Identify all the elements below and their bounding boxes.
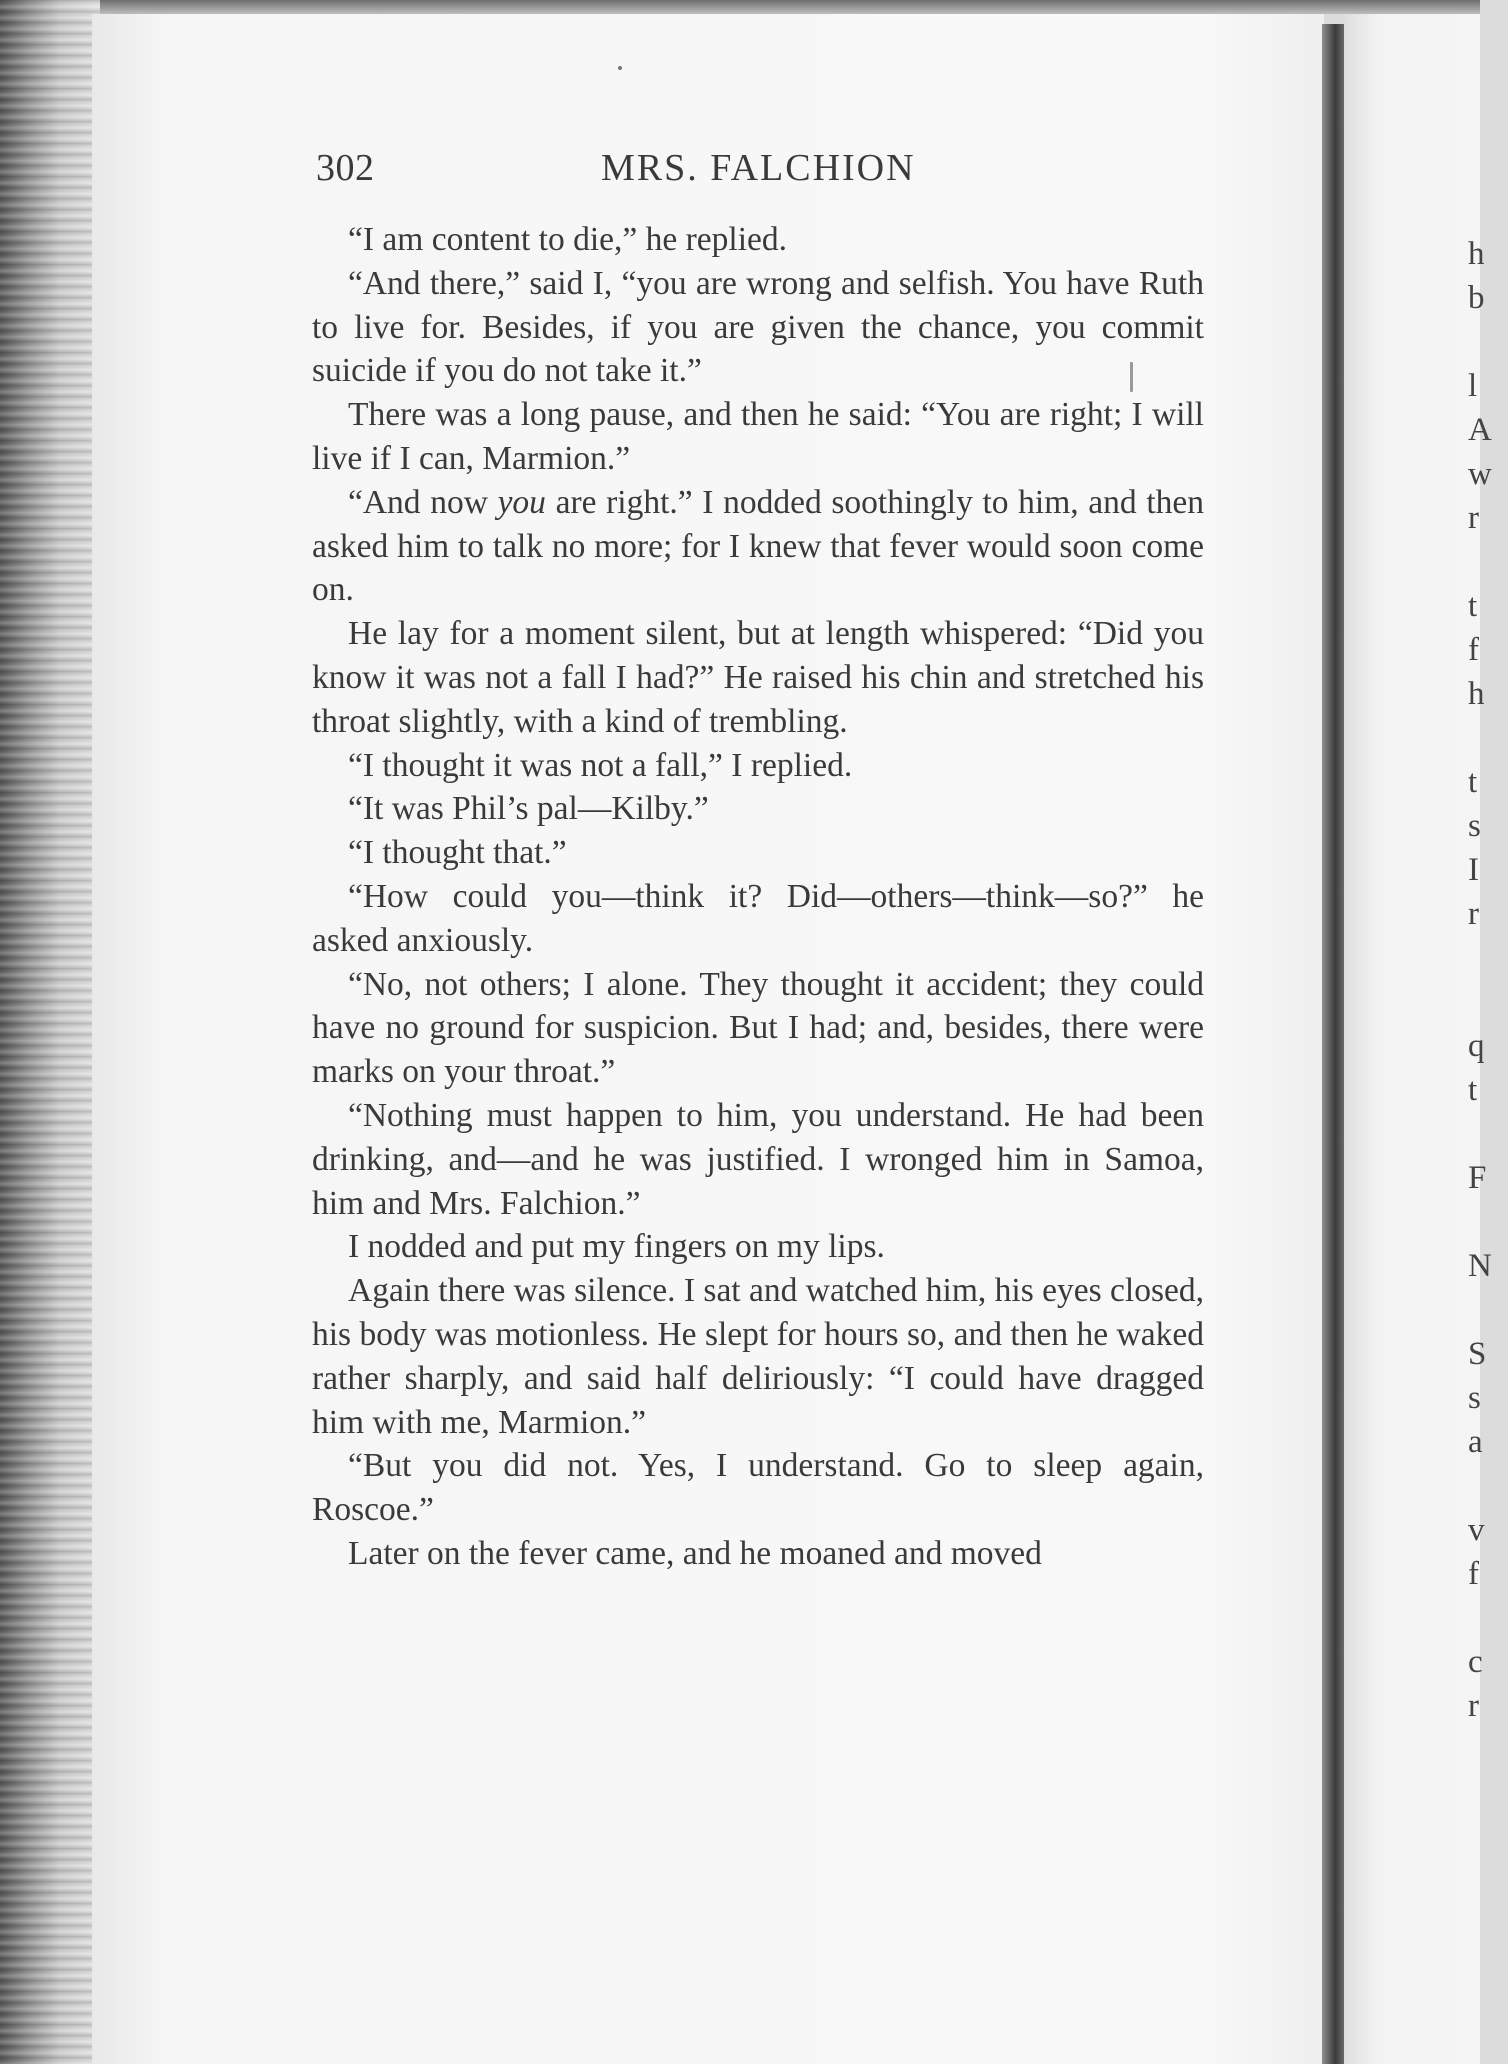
- paragraph: “But you did not. Yes, I understand. Go to sleep again, Roscoe.”: [312, 1447, 1204, 1529]
- facing-letter: r: [1468, 500, 1479, 536]
- facing-letter: I: [1468, 852, 1479, 888]
- facing-letter: l: [1468, 368, 1478, 404]
- paragraph: [312, 481, 1204, 612]
- facing-letter: A: [1468, 412, 1492, 448]
- page-number: 302: [316, 147, 375, 189]
- facing-letter: a: [1468, 1424, 1483, 1460]
- paragraph: “And there,” said I, “you are wrong and selfish. You have Ruth to live for. Besides, if you are given the chance, you commit suicide if you do not take it.”: [312, 264, 1204, 390]
- facing-letter: r: [1468, 896, 1479, 932]
- paragraph: Later on the fever came, and he moaned and moved: [348, 1534, 1042, 1572]
- facing-letter: q: [1468, 1028, 1485, 1064]
- paragraph: Again there was silence. I sat and watched him, his eyes closed, his body was motionless. He slept for hours so, and then he waked rather sharply, and said half deliriously: “I could have dragged him with me, Marmion.”: [312, 1272, 1204, 1441]
- facing-letter: h: [1468, 676, 1485, 712]
- facing-letter: w: [1468, 456, 1492, 492]
- facing-letter: t: [1468, 588, 1478, 624]
- facing-letter: f: [1468, 632, 1479, 668]
- emphasis: you: [497, 483, 546, 521]
- paragraph: There was a long pause, and then he said: “You are right; I will live if I can, Marmion.”: [312, 396, 1204, 477]
- facing-letter: t: [1468, 764, 1478, 800]
- paragraph: “How could you—think it? Did—others—think—so?” he asked anxiously.: [312, 877, 1204, 959]
- paragraph: “It was Phil’s pal—Kilby.”: [348, 790, 709, 828]
- paragraph-part: are right.” I nodded soothingly to him, and then asked him to talk no more; for I knew that fever would soon come on.: [312, 483, 1205, 609]
- paragraph: I nodded and put my fingers on my lips.: [348, 1228, 885, 1266]
- book-gutter: [1322, 24, 1344, 2064]
- book-spine-edge: [0, 0, 100, 2064]
- facing-letter: S: [1468, 1336, 1487, 1372]
- book-top-edge: [0, 0, 1480, 14]
- facing-letter: N: [1468, 1248, 1492, 1284]
- facing-letter: f: [1468, 1556, 1479, 1592]
- ink-speck: [618, 66, 622, 70]
- page-header: [316, 146, 1206, 196]
- paragraph: He lay for a moment silent, but at length whispered: “Did you know it was not a fall I had?” He raised his chin and stretched his throat slightly, with a kind of trembling.: [312, 615, 1204, 740]
- facing-letter: F: [1468, 1160, 1487, 1196]
- facing-letter: s: [1468, 1380, 1481, 1416]
- facing-page: [1344, 14, 1480, 2064]
- facing-letter: h: [1468, 236, 1485, 272]
- paragraph: “I thought that.”: [348, 834, 567, 872]
- paragraph: “No, not others; I alone. They thought it accident; they could have no ground for suspicion. But I had; and, besides, there were marks on your throat.”: [312, 965, 1204, 1091]
- running-title: MRS. FALCHION: [601, 147, 916, 189]
- paragraph: “Nothing must happen to him, you understand. He had been drinking, and—and he was justified. I wronged him in Samoa, him and Mrs. Falchion.”: [312, 1096, 1204, 1222]
- facing-letter: r: [1468, 1688, 1479, 1724]
- facing-letter: v: [1468, 1512, 1485, 1548]
- body-text: [312, 218, 1204, 1576]
- paragraph-part: “And now: [348, 483, 498, 521]
- facing-letter: c: [1468, 1644, 1483, 1680]
- paragraph: “I thought it was not a fall,” I replied.: [348, 746, 853, 784]
- facing-letter: t: [1468, 1072, 1478, 1108]
- facing-letter: b: [1468, 280, 1485, 316]
- facing-letter: s: [1468, 808, 1481, 844]
- paragraph: “I am content to die,” he replied.: [348, 221, 788, 258]
